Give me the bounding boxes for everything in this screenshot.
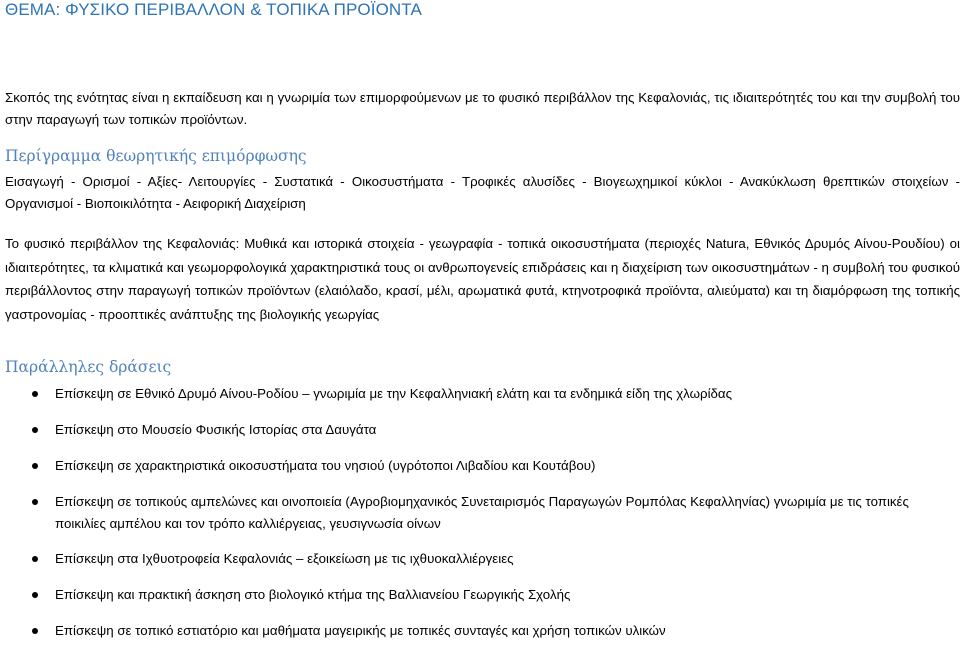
parallel-actions-list (0, 383, 960, 656)
list-item (0, 548, 957, 570)
bullet-icon (32, 556, 38, 562)
list-item (0, 419, 957, 441)
list-item-text: Επίσκεψη σε χαρακτηριστικά οικοσυστήματα του νησιού (υγρότοποι Λιβαδίου και Κουτάβου) (55, 458, 596, 473)
list-item-text: Επίσκεψη σε τοπικό εστιατόριο και μαθήματα μαγειρικής με τοπικές συνταγές και χρήση τοπικών υλικών (55, 623, 666, 638)
bullet-icon (32, 499, 38, 505)
list-item (0, 620, 957, 642)
intro-paragraph: Σκοπός της ενότητας είναι η εκπαίδευση και η γνωριμία των επιμορφούμενων με το φυσικό περιβάλλον της Κεφαλονιάς, τις ιδιαιτερότητές του και την συμβολή του στην παραγωγή των τοπικών προϊόντων. (5, 90, 960, 127)
document-title: ΘΕΜΑ: ΦΥΣΙΚΟ ΠΕΡΙΒΑΛΛΟΝ & ΤΟΠΙΚΑ ΠΡΟΪΟΝΤΑ (5, 0, 422, 19)
list-item (0, 383, 957, 405)
list-item-text: Επίσκεψη στο Μουσείο Φυσικής Ιστορίας στα Δαυγάτα (55, 422, 377, 437)
theory-topics-paragraph: Εισαγωγή - Ορισμοί - Αξίες- Λειτουργίες - Συστατικά - Οικοσυστήματα - Τροφικές αλυσίδες - Βιογεωχημικοί κύκλοι - Ανακύκλωση θρεπτικών στοιχείων - Οργανισμοί - Βιοποικιλότητα - Αειφορική Διαχείριση (5, 174, 960, 211)
bullet-icon (32, 427, 38, 433)
bullet-icon (32, 592, 38, 598)
list-item-text: Επίσκεψη σε Εθνικό Δρυμό Αίνου-Ροδίου – γνωριμία με την Κεφαλληνιακή ελάτη και τα ενδημικά είδη της χλωρίδας (55, 386, 733, 401)
parallel-actions-heading: Παράλληλες δράσεις (5, 358, 172, 376)
list-item (0, 455, 957, 477)
theory-heading: Περίγραμμα θεωρητικής επιμόρφωσης (5, 147, 307, 165)
list-item-text: Επίσκεψη και πρακτική άσκηση στο βιολογικό κτήμα της Βαλλιανείου Γεωργικής Σχολής (55, 587, 571, 602)
bullet-icon (32, 628, 38, 634)
list-item (0, 491, 957, 535)
list-item-text: Επίσκεψη σε τοπικούς αμπελώνες και οινοποιεία (Αγροβιομηχανικός Συνεταιρισμός Παραγωγών Ρομπόλας Κεφαλληνίας) γνωριμία με τις τοπικές ποικιλίες αμπέλου και τον τρόπο καλλιέργειας, γευσιγνωσία οίνων (55, 494, 909, 531)
list-item (0, 584, 957, 606)
kefalonia-environment-paragraph: Το φυσικό περιβάλλον της Κεφαλονιάς: Μυθικά και ιστορικά στοιχεία - γεωγραφία - τοπικά οικοσυστήματα (περιοχές Natura, Εθνικός Δρυμός Αίνου-Ρουδίου) οι ιδιαιτερότητες, τα κλιματικά και γεωμορφολογικά χαρακτηριστικά τους οι ανθρωπογενείς επιδράσεις και η διαχείριση των οικοσυστημάτων - η συμβολή του φυσικού περιβάλλοντος στην παραγωγή τοπικών προϊόντων (ελαιόλαδο, κρασί, μέλι, αρωματικά φυτά, κτηνοτροφικά προϊόντα, αλιεύματα) και τη διαμόρφωση της τοπικής γαστρονομίας - προοπτικές ανάπτυξης της βιολογικής γεωργίας (5, 236, 960, 322)
list-item-text: Επίσκεψη στα Ιχθυοτροφεία Κεφαλονιάς – εξοικείωση με τις ιχθυοκαλλιέργειες (55, 551, 514, 566)
bullet-icon (32, 463, 38, 469)
bullet-icon (32, 391, 38, 397)
